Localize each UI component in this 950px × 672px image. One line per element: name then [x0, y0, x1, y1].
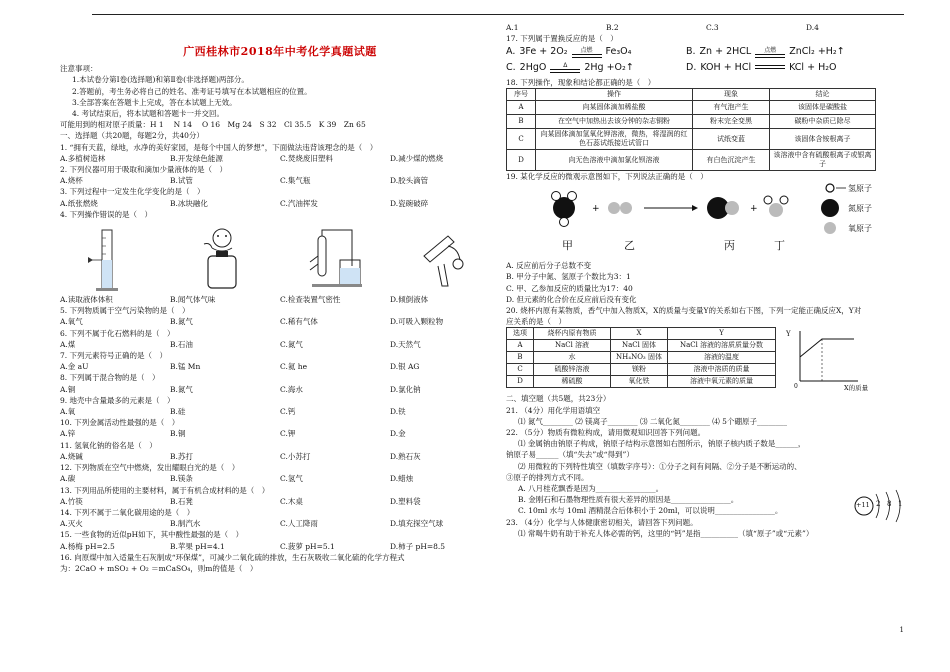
option: C.稀有气体	[280, 317, 318, 327]
option: A.金 aU	[60, 362, 89, 372]
eq-label: C.	[506, 61, 516, 73]
option: B.闻气体气味	[170, 295, 216, 305]
table-cell: 稀硫酸	[534, 376, 611, 388]
option: A.烧杯	[60, 176, 83, 186]
option: D.减少煤的燃烧	[390, 153, 444, 163]
option: A.碳	[60, 474, 76, 484]
question-10: 10. 下列金属活动性最强的是（ ）	[60, 418, 180, 428]
lab-operation-pictures	[60, 222, 500, 292]
table-cell: 该固体含铵根离子	[770, 129, 876, 150]
airtightness-check-picture	[280, 226, 390, 292]
question-5: 5. 下列物质属于空气污染物的是（ ）	[60, 306, 190, 316]
table-20	[506, 327, 776, 388]
option-19b: B. 甲分子中氮、氢原子个数比为3：1	[506, 272, 631, 282]
table-header: 现象	[693, 89, 770, 101]
eq-left: 3Fe + 2O₂	[519, 46, 568, 58]
equals-sign	[755, 65, 785, 69]
option: A.纸张燃烧	[60, 198, 98, 208]
table-cell: 向无色溶液中滴加氯化钡溶液	[536, 150, 693, 171]
question-22-c: ⑵ 用微粒的下列特性填空（填数字序号）：①分子之间有间隔、②分子是不断运动的、	[518, 461, 802, 471]
option: C.海水	[280, 384, 303, 394]
notice-item: 4. 考试结束后，将本试题和答题卡一并交回。	[72, 109, 225, 119]
table-cell: A	[507, 101, 536, 115]
table-header: Y	[668, 328, 776, 340]
pour-liquid-icon	[418, 226, 468, 292]
question-22-e: A. 八月桂花飘香是因为________________。	[518, 484, 664, 494]
question-18: 18. 下列操作，现象和结论都正确的是（ ）	[506, 77, 656, 87]
test-tube-icon	[308, 226, 362, 292]
molecule-label: 丙	[724, 239, 735, 253]
options-13	[60, 496, 500, 507]
notice-item: 3.全部答案在答题卡上完成，答在本试题上无效。	[72, 97, 237, 107]
section-heading: 二、填空题（共5题，共23分）	[506, 394, 611, 404]
question-19: 19. 某化学反应的微观示意图如下，下列说法正确的是（ ）	[506, 172, 708, 182]
eq-right: 2Hg +O₂↑	[584, 61, 634, 73]
table-cell: 有气泡产生	[693, 101, 770, 115]
option: C.钾	[280, 429, 296, 439]
table-header-row	[507, 328, 776, 340]
table-cell: 硫酸锌溶液	[534, 364, 611, 376]
options-7	[60, 361, 500, 372]
option: D.银 AG	[390, 362, 420, 372]
eq-left: KOH + HCl	[700, 61, 752, 73]
table-cell: 碳粉中杂质已除尽	[770, 115, 876, 129]
equation-d	[686, 62, 886, 73]
equations-17	[506, 46, 906, 72]
graduated-cylinder-picture	[60, 226, 170, 292]
left-column	[60, 22, 500, 574]
option-19a: A. 反应前后分子总数不变	[506, 261, 592, 271]
legend-hydrogen: 氢原子	[848, 184, 872, 194]
table-cell: 粉末完全变黑	[693, 115, 770, 129]
table-header: 序号	[507, 89, 536, 101]
option: D.天然气	[390, 339, 421, 349]
table-row	[507, 101, 876, 115]
option: A.烧碱	[60, 451, 83, 461]
table-cell: B	[507, 115, 536, 129]
table-header: X	[611, 328, 668, 340]
table-cell: C	[507, 129, 536, 150]
question-1: 1. “拥有天蓝，绿地，水净的美好家园，是每个中国人的梦想”，下面做法违背该理念的是（ ）	[60, 142, 378, 152]
option: A.1	[506, 23, 519, 32]
option: D.塑料袋	[390, 496, 421, 506]
atomic-masses: 可能用到的相对原子质量：H 1 N 14 O 16 Mg 24 S 32 Cl 35.5 K 39 Zn 65	[60, 120, 366, 130]
notice-heading: 注意事项：	[60, 64, 98, 74]
molecule-label: 甲	[562, 239, 573, 253]
table-header: 结论	[770, 89, 876, 101]
option: D.熟石灰	[390, 451, 421, 461]
condition-text: Δ	[563, 61, 568, 69]
option: B.试管	[170, 176, 193, 186]
right-column	[506, 22, 906, 539]
options-16	[506, 22, 906, 33]
table-cell: 在空气中加热出去该分钟的杂志铜粉	[536, 115, 693, 129]
equals-sign	[572, 54, 602, 58]
table-cell: C	[507, 364, 534, 376]
options-12	[60, 473, 500, 484]
option: A.杨梅 pH=2.5	[60, 541, 115, 551]
shell-electrons: 8	[887, 500, 892, 508]
table-cell: 氧化铁	[611, 376, 668, 388]
reaction-condition	[755, 47, 785, 58]
question-7: 7. 下列元素符号正确的是（ ）	[60, 351, 168, 361]
option-19d: D. 但元素的化合价在反应前后没有变化	[506, 294, 637, 304]
table-cell: NH₄NO₃ 固体	[611, 352, 668, 364]
options-14	[60, 518, 500, 529]
table-header-row	[507, 89, 876, 101]
notice-item: 1.本试卷分第Ⅰ卷(选择题)和第Ⅱ卷(非选择题)两部分。	[72, 75, 249, 85]
question-4: 4. 下列操作错误的是（ ）	[60, 209, 153, 219]
question-13: 13. 下列用品所使用的主要材料，属于有机合成材料的是（ ）	[60, 485, 270, 495]
options-10	[60, 428, 500, 439]
question-23: 23. （4分）化学与人体健康密切相关，请回答下列问题。	[506, 517, 698, 527]
table-cell: NaCl 溶液的溶质质量分数	[668, 340, 776, 352]
question-20: 20. 烧杯内原有某物质，香气中加入物质X，X的质量与变量Y的关系如右下图，下列一定能正确反应X，Y对	[506, 306, 862, 316]
question-6: 6. 下列不属于化石燃料的是（ ）	[60, 328, 175, 338]
options-2	[60, 175, 500, 186]
option: B.镁条	[170, 474, 193, 484]
options-9	[60, 406, 500, 417]
option: B.石油	[170, 339, 193, 349]
option: A.铜	[60, 384, 76, 394]
option: C.集气瓶	[280, 176, 311, 186]
equals-sign	[550, 69, 580, 73]
question-17: 17. 下列属于置换反应的是（ ）	[506, 34, 618, 44]
table-cell: 溶液中氧元素的质量	[668, 376, 776, 388]
options-5	[60, 316, 500, 327]
option: C.人工降雨	[280, 519, 318, 529]
eq-label: B.	[686, 46, 696, 58]
question-21: 21. （4分）用化学用语填空	[506, 405, 601, 415]
smell-gas-icon	[198, 226, 242, 292]
table-cell: 有白色沉淀产生	[693, 150, 770, 171]
eq-label: D.	[686, 61, 697, 73]
option: B.苏打	[170, 451, 193, 461]
question-12: 12. 下列物质在空气中燃烧，发出耀眼白光的是（ ）	[60, 463, 240, 473]
question-3: 3. 下列过程中一定发生化学变化的是（ ）	[60, 187, 205, 197]
option: B.开发绿色能源	[170, 153, 223, 163]
option: C.汽油挥发	[280, 198, 318, 208]
table-cell: 溶液中溶质的质量	[668, 364, 776, 376]
table-cell: A	[507, 340, 534, 352]
graduated-cylinder-icon	[88, 226, 128, 292]
question-15: 15. 一些食物的近似pH如下，其中酸性最强的是（ ）	[60, 530, 244, 540]
question-16: 16. 向原煤中加入适量生石灰制成“环保煤”，可减少二氧化硫的排放，生石灰吸收二氧化硫的化学方程式	[60, 552, 405, 562]
question-2: 2. 下列仪器可用于吸取和滴加少量液体的是（ ）	[60, 165, 228, 175]
question-22-a: ⑴ 金属钠由钠原子构成，钠原子结构示意图如右图所示，钠原子核内质子数是______，	[518, 439, 806, 449]
question-22-g: C. 10ml 水与 10ml 酒精混合后体积小于 20ml，可以说明________________。	[518, 506, 783, 516]
option: C.氢气	[280, 474, 303, 484]
molecule-diagram	[506, 182, 906, 260]
table-cell: D	[507, 376, 534, 388]
table-cell: 水	[534, 352, 611, 364]
equation-a	[506, 46, 686, 57]
reaction-condition	[572, 47, 602, 58]
table-row	[507, 352, 776, 364]
table-row	[507, 376, 776, 388]
table-cell: 溶液的温度	[668, 352, 776, 364]
option: C.木桌	[280, 496, 303, 506]
eq-right: ZnCl₂ +H₂↑	[789, 46, 845, 58]
nucleus-charge: +11	[856, 501, 870, 509]
question-20-cont: 应关系的是（ ）	[506, 317, 566, 327]
reaction-condition	[755, 65, 785, 69]
question-22: 22. （5分）物质有微粒构成，请用微观知识回答下列问题。	[506, 428, 706, 438]
option: D.4	[806, 23, 819, 32]
option: A.读取液体体积	[60, 295, 113, 305]
equals-sign	[755, 54, 785, 58]
svg-text:+: +	[750, 204, 758, 215]
table-cell: 向某固体滴加稀盐酸	[536, 101, 693, 115]
option: B.氮气	[170, 384, 193, 394]
question-21-blanks: ⑴ 氮气________ ⑵ 镁离子________ ⑶ 二氧化氮________ ⑷ 5个硼原子________	[518, 416, 787, 426]
xy-graph-icon	[792, 327, 862, 389]
page-number: 1	[899, 626, 904, 634]
shell-electrons: 2	[876, 500, 881, 508]
options-6	[60, 339, 500, 350]
option: C.钙	[280, 407, 296, 417]
table-cell: D	[507, 150, 536, 171]
option: D.可吸入颗粒物	[390, 317, 444, 327]
option: D.瓷碗破碎	[390, 198, 429, 208]
option: B.苹果 pH=4.1	[170, 541, 225, 551]
option: B.铜	[170, 429, 186, 439]
option: C.菠萝 pH=5.1	[280, 541, 335, 551]
option: B.硅	[170, 407, 186, 417]
table-row	[507, 150, 876, 171]
eq-left: 2HgO	[519, 61, 547, 73]
table-header: 操作	[536, 89, 693, 101]
table-cell: NaCl 溶液	[534, 340, 611, 352]
table-row	[507, 364, 776, 376]
table-cell: 该固体是碳酸盐	[770, 101, 876, 115]
option: A.氧	[60, 407, 76, 417]
notice-item: 2.答题前，考生务必将自己的姓名、准考证号填写在本试题相应的位置。	[72, 86, 312, 96]
question-22-d: ③原子的排列方式不同。	[506, 472, 589, 482]
option: C.焚烧废旧塑料	[280, 153, 333, 163]
page-title: 广西桂林市2018年中考化学真题试题	[183, 45, 377, 58]
options-1	[60, 153, 500, 164]
svg-text:+: +	[592, 204, 600, 215]
shell-electrons: 1	[898, 500, 903, 508]
question-16-equation: 为：2CaO + mSO₂ + O₂ ＝mCaSO₄，则m的值是（ ）	[60, 563, 258, 573]
table-cell: 向某固体滴加氢氧化钾溶液，微热，将湿润的红色石蕊试纸接近试管口	[536, 129, 693, 150]
option: D.铁	[390, 407, 406, 417]
options-4	[60, 294, 500, 305]
molecule-label: 乙	[624, 239, 635, 253]
molecule-label: 丁	[774, 239, 785, 253]
question-8: 8. 下列属于混合物的是（ ）	[60, 373, 160, 383]
option: C.氮气	[280, 339, 303, 349]
options-8	[60, 384, 500, 395]
condition-text: 点燃	[764, 46, 777, 54]
pour-liquid-picture	[390, 226, 500, 292]
table-18	[506, 88, 876, 171]
option: A.氧气	[60, 317, 83, 327]
equation-c	[506, 62, 686, 73]
options-11	[60, 451, 500, 462]
question-23-a: ⑴ 常喝牛奶有助于补充人体必需的钙，这里的“钙”是指__________（填“原子”或“元素”）	[518, 528, 814, 538]
legend-oxygen: 氧原子	[848, 224, 872, 234]
option: D.胶头滴管	[390, 176, 429, 186]
table-row	[507, 115, 876, 129]
question-14: 14. 下列不属于二氧化碳用途的是（ ）	[60, 507, 195, 517]
option: C.检查装置气密性	[280, 295, 341, 305]
eq-label: A.	[506, 46, 516, 58]
option: B.锰 Mn	[170, 362, 201, 372]
table-cell: 该溶液中含有硫酸根离子或银离子	[770, 150, 876, 171]
condition-text: 点燃	[580, 46, 593, 54]
table-cell: 镁粉	[611, 364, 668, 376]
option: A.灭火	[60, 519, 83, 529]
table-cell: NaCl 固体	[611, 340, 668, 352]
option: B.氮气	[170, 317, 193, 327]
eq-left: Zn + 2HCL	[699, 46, 752, 58]
sodium-atom-diagram	[852, 486, 910, 526]
smell-gas-picture	[170, 226, 280, 292]
option: B.制汽水	[170, 519, 201, 529]
option: D.柿子 pH=8.5	[390, 541, 446, 551]
option: A.多植树造林	[60, 153, 106, 163]
option: C.3	[706, 23, 719, 32]
question-11: 11. 氢氧化钠的俗名是（ ）	[60, 440, 157, 450]
option: D.金	[390, 429, 406, 439]
section-heading: 一、选择题（共20题，每题2分，共40分）	[60, 131, 204, 141]
option: D.氯化钠	[390, 384, 421, 394]
table-row	[507, 340, 776, 352]
question-22-b: 钠原子易______（填“失去”或“得到”）	[506, 450, 634, 460]
table-cell: B	[507, 352, 534, 364]
option: B.冰块融化	[170, 198, 208, 208]
reaction-molecules-icon	[546, 182, 846, 234]
options-15	[60, 541, 500, 552]
table-header: 选项	[507, 328, 534, 340]
graph-origin: 0	[794, 383, 798, 391]
graph-ylabel: Y	[786, 330, 791, 339]
graph-xlabel: X的质量	[844, 384, 869, 393]
table-header: 烧杯内原有物质	[534, 328, 611, 340]
option-19c: C. 甲、乙参加反应的质量比为17：40	[506, 283, 633, 293]
option: A.锌	[60, 429, 76, 439]
option: C.小苏打	[280, 451, 311, 461]
legend-nitrogen: 氮原子	[848, 204, 872, 214]
eq-right: KCl + H₂O	[789, 61, 837, 73]
option: A.竹筷	[60, 496, 83, 506]
table-cell: 试纸变蓝	[693, 129, 770, 150]
option: B.石凳	[170, 496, 193, 506]
option: D.填充探空气球	[390, 519, 444, 529]
reaction-condition	[550, 62, 580, 73]
option: D.倾倒液体	[390, 295, 429, 305]
option: A.煤	[60, 339, 76, 349]
q20-block	[506, 327, 906, 393]
eq-right: Fe₃O₄	[605, 46, 632, 58]
options-3	[60, 198, 500, 209]
header-rule	[92, 14, 904, 15]
option: D.蜡烛	[390, 474, 414, 484]
equation-b	[686, 46, 886, 57]
option: B.2	[606, 23, 619, 32]
table-row	[507, 129, 876, 150]
option: C.氦 he	[280, 362, 308, 372]
question-22-f: B. 金刚石和石墨物理性质有很大差异的原因是________________。	[518, 495, 739, 505]
question-9: 9. 地壳中含量最多的元素是（ ）	[60, 395, 175, 405]
